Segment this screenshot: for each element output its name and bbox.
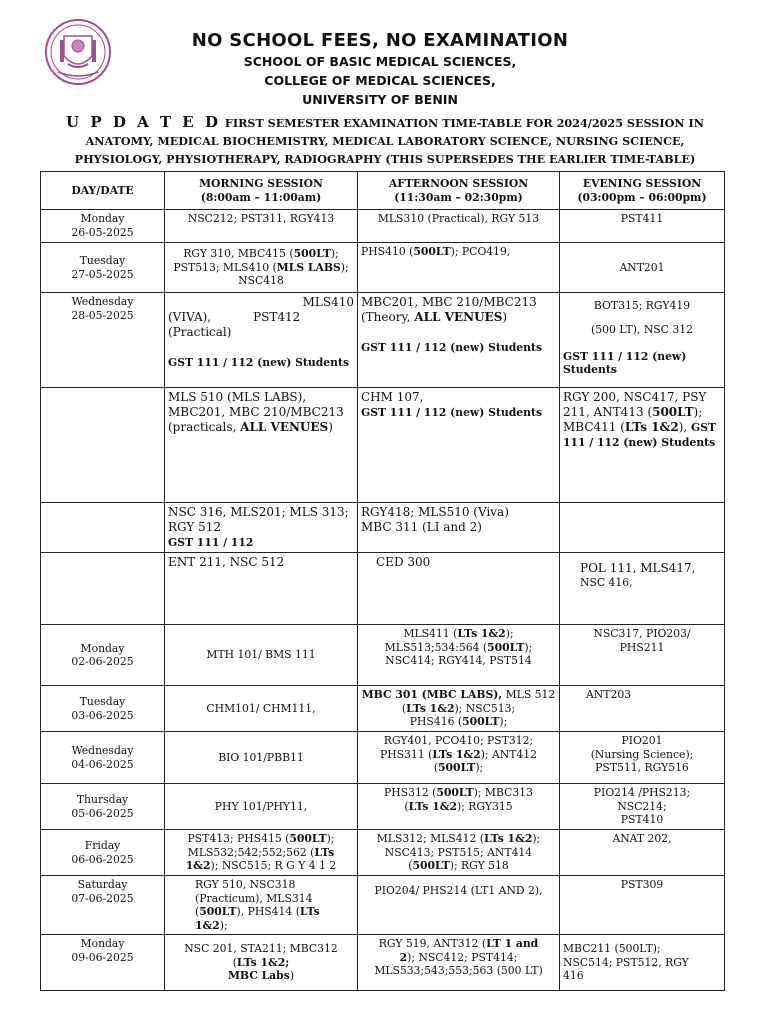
morning-cell: NSC 201, STA211; MBC312 (LTs 1&2; MBC Labs) <box>165 935 358 991</box>
morning-cell: MLS 510 (MLS LABS), MBC201, MBC 210/MBC213 (practicals, ALL VENUES) <box>165 388 358 503</box>
table-row <box>41 732 725 784</box>
table-header-row <box>41 172 725 210</box>
evening-cell: ANT201 <box>560 243 725 293</box>
evening-cell: ANT203 <box>560 686 725 732</box>
afternoon-cell: PHS410 (500LT); PCO419, <box>358 243 560 293</box>
evening-cell: NSC317, PIO203/ PHS211 <box>560 625 725 686</box>
evening-cell: RGY 200, NSC417, PSY 211, ANT413 (500LT); MBC411 (LTs 1&2), GST 111 / 112 (new) Students <box>560 388 725 503</box>
morning-cell: BIO 101/PBB11 <box>165 732 358 784</box>
header-evening: EVENING SESSION (03:00pm – 06:00pm) <box>560 172 725 210</box>
afternoon-cell: MBC 301 (MBC LABS), MLS 512 (LTs 1&2); NSC513; PHS416 (500LT); <box>358 686 560 732</box>
day-cell: Monday 09-06-2025 <box>41 935 165 991</box>
afternoon-cell: MBC201, MBC 210/MBC213 (Theory, ALL VENUES) GST 111 / 112 (new) Students <box>358 293 560 388</box>
day-cell: Friday 06-06-2025 <box>41 830 165 876</box>
evening-cell: PST411 <box>560 210 725 243</box>
university-crest-logo <box>44 18 112 86</box>
afternoon-cell: MLS312; MLS412 (LTs 1&2); NSC413; PST515; ANT414 (500LT); RGY 518 <box>358 830 560 876</box>
table-row <box>41 553 725 625</box>
morning-cell: MLS410 (VIVA), PST412 (Practical) GST 111 / 112 (new) Students <box>165 293 358 388</box>
university-name: UNIVERSITY OF BENIN <box>302 92 458 107</box>
table-row <box>41 503 725 553</box>
day-cell: Monday 02-06-2025 <box>41 625 165 686</box>
day-cell: Wednesday 28-05-2025 <box>41 293 165 388</box>
evening-cell: ANAT 202, <box>560 830 725 876</box>
table-row <box>41 686 725 732</box>
table-row <box>41 243 725 293</box>
header-afternoon: AFTERNOON SESSION (11:30am – 02:30pm) <box>358 172 560 210</box>
day-cell: Monday 26-05-2025 <box>41 210 165 243</box>
school-name: SCHOOL OF BASIC MEDICAL SCIENCES, <box>243 54 517 69</box>
evening-cell: MBC211 (500LT); NSC514; PST512, RGY 416 <box>560 935 725 991</box>
table-row <box>41 784 725 830</box>
morning-cell: ENT 211, NSC 512 <box>165 553 358 625</box>
table-row <box>41 935 725 991</box>
afternoon-cell: PHS312 (500LT); MBC313 (LTs 1&2); RGY315 <box>358 784 560 830</box>
evening-cell: PIO201 (Nursing Science); PST511, RGY516 <box>560 732 725 784</box>
afternoon-cell: RGY401, PCO410; PST312; PHS311 (LTs 1&2); ANT412 (500LT); <box>358 732 560 784</box>
table-row <box>41 388 725 503</box>
day-cell <box>41 553 165 625</box>
updated-label: U P D A T E D <box>66 113 221 131</box>
evening-cell <box>560 503 725 553</box>
day-cell <box>41 388 165 503</box>
morning-cell: PHY 101/PHY11, <box>165 784 358 830</box>
exam-timetable <box>40 171 725 991</box>
evening-cell: PIO214 /PHS213; NSC214; PST410 <box>560 784 725 830</box>
afternoon-cell: RGY418; MLS510 (Viva) MBC 311 (LI and 2) <box>358 503 560 553</box>
day-cell: Tuesday 03-06-2025 <box>41 686 165 732</box>
day-cell: Thursday 05-06-2025 <box>41 784 165 830</box>
afternoon-cell: MLS411 (LTs 1&2); MLS513;534:564 (500LT); NSC414; RGY414, PST514 <box>358 625 560 686</box>
afternoon-cell: CHM 107, GST 111 / 112 (new) Students <box>358 388 560 503</box>
afternoon-cell: RGY 519, ANT312 (LT 1 and 2); NSC412; PST414; MLS533;543;553;563 (500 LT) <box>358 935 560 991</box>
timetable-description <box>40 113 730 168</box>
day-cell <box>41 503 165 553</box>
description-text: FIRST SEMESTER EXAMINATION TIME-TABLE FOR 2024/2025 SESSION IN ANATOMY, MEDICAL BIOCHEMISTRY, MEDICAL LABORATORY SCIENCE, NURSING SCIENCE, PHYSIOLOGY, PHYSIOTHERAPY, RADIOGRAPHY (THIS SUPERSEDES THE EARLIER TIME-TABLE) <box>74 116 704 166</box>
day-cell: Wednesday 04-06-2025 <box>41 732 165 784</box>
morning-cell: MTH 101/ BMS 111 <box>165 625 358 686</box>
table-row <box>41 876 725 935</box>
afternoon-cell: PIO204/ PHS214 (LT1 AND 2), <box>358 876 560 935</box>
afternoon-cell: CED 300 <box>358 553 560 625</box>
header-day-date: DAY/DATE <box>41 172 165 210</box>
morning-cell: PST413; PHS415 (500LT); MLS532;542;552;562 (LTs 1&2); NSC515; R G Y 4 1 2 <box>165 830 358 876</box>
college-name: COLLEGE OF MEDICAL SCIENCES, <box>264 73 496 88</box>
morning-cell: RGY 310, MBC415 (500LT); PST513; MLS410 (MLS LABS); NSC418 <box>165 243 358 293</box>
table-row <box>41 625 725 686</box>
evening-cell: POL 111, MLS417, NSC 416, <box>560 553 725 625</box>
day-cell: Tuesday 27-05-2025 <box>41 243 165 293</box>
table-row <box>41 293 725 388</box>
morning-cell: NSC212; PST311, RGY413 <box>165 210 358 243</box>
day-cell: Saturday 07-06-2025 <box>41 876 165 935</box>
morning-cell: CHM101/ CHM111, <box>165 686 358 732</box>
table-row <box>41 210 725 243</box>
afternoon-cell: MLS310 (Practical), RGY 513 <box>358 210 560 243</box>
evening-cell: PST309 <box>560 876 725 935</box>
morning-cell: NSC 316, MLS201; MLS 313; RGY 512 GST 111 / 112 <box>165 503 358 553</box>
table-row <box>41 830 725 876</box>
evening-cell: BOT315; RGY419 (500 LT), NSC 312 GST 111 / 112 (new) Students <box>560 293 725 388</box>
header-morning: MORNING SESSION (8:00am – 11:00am) <box>165 172 358 210</box>
morning-cell: RGY 510, NSC318 (Practicum), MLS314 (500LT), PHS414 (LTs 1&2); <box>165 876 358 935</box>
page-title: NO SCHOOL FEES, NO EXAMINATION <box>191 30 569 51</box>
